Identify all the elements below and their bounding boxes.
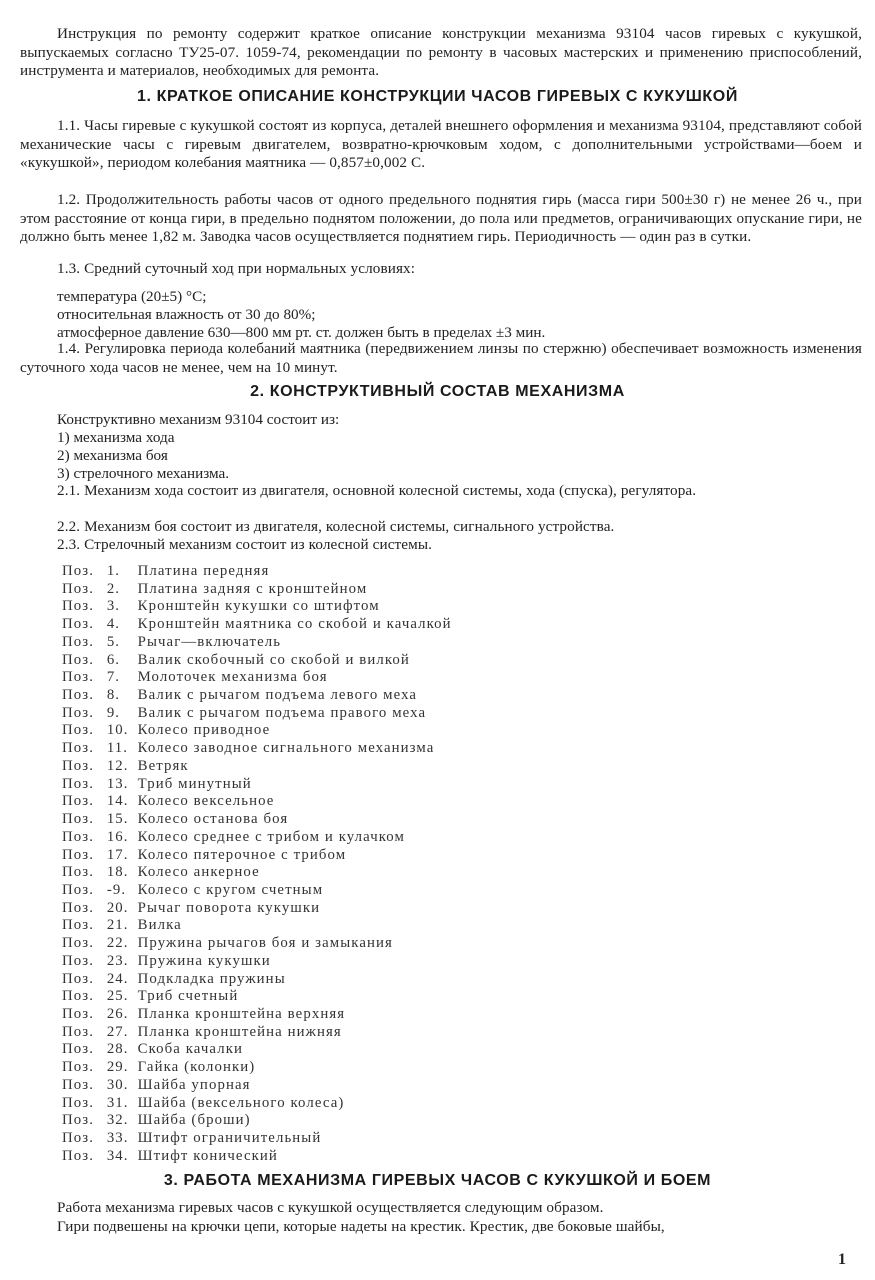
part-position-label: Поз. (62, 1147, 95, 1164)
part-name: Колесо пятерочное с трибом (137, 846, 347, 863)
part-position-label: Поз. (62, 846, 95, 863)
part-list-item (62, 811, 582, 829)
part-position-label: Поз. (62, 633, 95, 650)
part-name: Планка кронштейна верхняя (137, 1005, 346, 1022)
part-name: Триб счетный (137, 988, 239, 1005)
section-1-heading: 1. КРАТКОЕ ОПИСАНИЕ КОНСТРУКЦИИ ЧАСОВ ГИРЕВЫХ С КУКУШКОЙ (137, 88, 738, 105)
part-position-label: Поз. (62, 580, 95, 597)
condition-humidity: относительная влажность от 30 до 80%; (57, 306, 316, 323)
part-list-item (62, 652, 582, 670)
part-position-label: Поз. (62, 775, 95, 792)
part-list-item (62, 1041, 582, 1059)
part-position-number: 28. (106, 1041, 129, 1058)
part-position-number: 16. (106, 828, 129, 845)
part-position-label: Поз. (62, 1130, 95, 1146)
intro-paragraph: Инструкция по ремонту содержит краткое описание конструкции механизма 93104 часов гиревых с кукушкой, выпускаемых согласно ТУ25-07. 1059-74, рекомендации по ремонту в часовых мастерских и применению приспособлений, инструмента и материалов, необходимых для ремонта. (20, 25, 862, 80)
part-list-item (62, 776, 582, 794)
part-list-item (62, 581, 582, 599)
part-list-item (62, 793, 582, 811)
part-position-number: 8. (106, 687, 121, 704)
part-position-label: Поз. (62, 598, 95, 615)
part-list-item (62, 900, 582, 918)
part-position-number: 15. (106, 811, 129, 828)
part-position-label: Поз. (62, 687, 95, 704)
part-position-label: Поз. (62, 669, 95, 686)
part-position-number: 23. (106, 952, 129, 969)
part-name: Колесо останова боя (137, 811, 289, 828)
part-list-item (62, 882, 582, 900)
part-position-label: Поз. (62, 1112, 95, 1129)
part-name: Ветряк (137, 757, 189, 774)
part-position-label: Поз. (62, 988, 95, 1005)
part-position-number: 29. (106, 1059, 129, 1076)
part-position-number: 13. (106, 775, 129, 792)
part-position-number: 17. (106, 846, 129, 863)
part-position-label: Поз. (62, 1076, 95, 1093)
part-position-label: Поз. (62, 616, 95, 633)
part-name: Подкладка пружины (137, 970, 286, 987)
part-position-label: Поз. (62, 899, 95, 916)
part-list-item (62, 864, 582, 882)
part-name: Гайка (колонки) (137, 1059, 256, 1076)
part-name: Рычаг поворота кукушки (137, 899, 321, 916)
part-name: Платина задняя с кронштейном (137, 580, 368, 597)
part-position-label: Поз. (62, 935, 95, 952)
part-name: Пружина рычагов боя и замыкания (137, 935, 393, 952)
part-position-number: 6. (106, 651, 121, 668)
part-name: Платина передняя (137, 563, 270, 579)
part-list-item (62, 935, 582, 953)
part-position-number: 26. (106, 1005, 129, 1022)
part-position-label: Поз. (62, 811, 95, 828)
part-position-label: Поз. (62, 793, 95, 810)
paragraph-1-3: 1.3. Средний суточный ход при нормальных условиях: (57, 260, 416, 277)
part-name: Кронштейн маятника со скобой и качалкой (137, 616, 452, 633)
part-name: Колесо вексельное (137, 793, 275, 810)
part-position-number: 22. (106, 935, 129, 952)
part-list-item (62, 953, 582, 971)
part-position-number: 30. (106, 1076, 129, 1093)
part-position-label: Поз. (62, 1041, 95, 1058)
part-name: Шайба упорная (137, 1076, 251, 1093)
component-2: 2) механизма боя (57, 447, 168, 464)
part-position-number: 10. (106, 722, 129, 739)
section-3-heading: 3. РАБОТА МЕХАНИЗМА ГИРЕВЫХ ЧАСОВ С КУКУШКОЙ И БОЕМ (163, 1172, 712, 1189)
condition-pressure: атмосферное давление 630—800 мм рт. ст. должен быть в пределах ±3 мин. (57, 324, 546, 341)
part-name: Колесо среднее с трибом и кулачком (137, 828, 405, 845)
part-position-label: Поз. (62, 864, 95, 881)
part-position-number: 27. (106, 1023, 129, 1040)
part-list-item (62, 1148, 582, 1166)
part-position-number: 2. (106, 580, 121, 597)
part-position-label: Поз. (62, 704, 95, 721)
part-position-number: 12. (106, 757, 129, 774)
part-name: Триб минутный (137, 775, 252, 792)
paragraph-2-2: 2.2. Механизм боя состоит из двигателя, колесной системы, сигнального устройства. (57, 518, 615, 535)
part-list-item (62, 758, 582, 776)
part-list-item (62, 598, 582, 616)
part-position-number: 3. (106, 598, 121, 615)
part-list-item (62, 687, 582, 705)
part-position-number: 31. (106, 1094, 129, 1111)
part-position-label: Поз. (62, 828, 95, 845)
part-list-item (62, 917, 582, 935)
component-3: 3) стрелочного механизма. (57, 465, 230, 482)
part-position-label: Поз. (62, 970, 95, 987)
section-2-lead: Конструктивно механизм 93104 состоит из: (57, 411, 340, 428)
part-position-label: Поз. (62, 740, 95, 757)
part-list-item (62, 722, 582, 740)
part-name: Молоточек механизма боя (137, 669, 328, 686)
part-position-number: 34. (106, 1147, 129, 1164)
part-name: Рычаг—включатель (137, 633, 282, 650)
paragraph-2-3: 2.3. Стрелочный механизм состоит из колесной системы. (57, 536, 433, 553)
part-name: Штифт ограничительный (137, 1130, 322, 1146)
part-position-number: 11. (106, 740, 129, 757)
part-position-number: 32. (106, 1112, 129, 1129)
part-name: Вилка (137, 917, 182, 934)
part-name: Скоба качалки (137, 1041, 243, 1058)
part-position-label: Поз. (62, 1023, 95, 1040)
part-position-number: 9. (106, 704, 121, 721)
part-position-number: 24. (106, 970, 129, 987)
part-name: Колесо с кругом счетным (137, 881, 324, 898)
part-position-label: Поз. (62, 881, 95, 898)
part-list-item (62, 1130, 582, 1148)
paragraph-2-1: 2.1. Механизм хода состоит из двигателя, основной колесной системы, хода (спуска), регулятора. (57, 482, 697, 499)
part-position-number: 1. (106, 563, 121, 579)
part-name: Планка кронштейна нижняя (137, 1023, 342, 1040)
component-1: 1) механизма хода (57, 429, 175, 446)
part-list-item (62, 634, 582, 652)
part-name: Валик с рычагом подъема левого меха (137, 687, 418, 704)
part-name: Валик скобочный со скобой и вилкой (137, 651, 410, 668)
part-position-number: 5. (106, 633, 121, 650)
part-position-label: Поз. (62, 1059, 95, 1076)
part-position-number: 18. (106, 864, 129, 881)
part-list-item (62, 1077, 582, 1095)
part-list-item (62, 616, 582, 634)
part-position-number: 7. (106, 669, 121, 686)
part-position-label: Поз. (62, 722, 95, 739)
part-list-item (62, 1006, 582, 1024)
part-list-item (62, 971, 582, 989)
part-name: Колесо анкерное (137, 864, 260, 881)
part-position-label: Поз. (62, 1094, 95, 1111)
part-position-label: Поз. (62, 563, 95, 579)
part-list-item (62, 847, 582, 865)
condition-temperature: температура (20±5) °С; (57, 288, 207, 305)
part-list-item (62, 740, 582, 758)
part-position-number: 14. (106, 793, 129, 810)
part-position-label: Поз. (62, 917, 95, 934)
part-list-item (62, 1112, 582, 1130)
parts-list (62, 563, 582, 1165)
part-position-label: Поз. (62, 952, 95, 969)
part-position-number: 21. (106, 917, 129, 934)
part-list-item (62, 563, 582, 581)
part-name: Валик с рычагом подъема правого меха (137, 704, 427, 721)
part-name: Колесо заводное сигнального механизма (137, 740, 435, 757)
part-position-number: 33. (106, 1130, 129, 1146)
part-position-number: -9. (106, 881, 127, 898)
part-position-number: 20. (106, 899, 129, 916)
part-list-item (62, 1059, 582, 1077)
paragraph-1-4: 1.4. Регулировка периода колебаний маятника (передвижением линзы по стержню) обеспечивает возможность изменения суточного хода часов не менее, чем на 10 минут. (20, 340, 862, 376)
paragraph-3-b: Гири подвешены на крючки цепи, которые надеты на крестик. Крестик, две боковые шайбы, (57, 1218, 665, 1235)
part-position-number: 25. (106, 988, 129, 1005)
part-position-label: Поз. (62, 1005, 95, 1022)
part-list-item (62, 1024, 582, 1042)
part-position-label: Поз. (62, 651, 95, 668)
part-name: Шайба (броши) (137, 1112, 251, 1129)
part-name: Колесо приводное (137, 722, 271, 739)
part-list-item (62, 1095, 582, 1113)
part-list-item (62, 705, 582, 723)
part-name: Штифт конический (137, 1147, 278, 1164)
part-name: Пружина кукушки (137, 952, 271, 969)
paragraph-1-1: 1.1. Часы гиревые с кукушкой состоят из корпуса, деталей внешнего оформления и механизма 93104, представляют собой механические часы с гиревым двигателем, возвратно-крючковым ходом, с дополнительными устройствами—боем и «кукушкой», периодом колебания маятника — 0,857±0,002 С. (20, 117, 862, 172)
part-name: Кронштейн кукушки со штифтом (137, 598, 380, 615)
part-position-label: Поз. (62, 757, 95, 774)
part-position-number: 4. (106, 616, 121, 633)
part-list-item (62, 829, 582, 847)
paragraph-1-2: 1.2. Продолжительность работы часов от одного предельного поднятия гирь (масса гири 500±30 г) не менее 26 ч., при этом расстояние от конца гири, в предельно поднятом положении, до пола или предметов, ограничивающих опускание гири, не должно быть менее 1,82 м. Заводка часов осуществляется поднятием гирь. Периодичность — один раз в сутки. (20, 191, 862, 246)
part-name: Шайба (вексельного колеса) (137, 1094, 345, 1111)
part-list-item (62, 988, 582, 1006)
section-2-heading: 2. КОНСТРУКТИВНЫЙ СОСТАВ МЕХАНИЗМА (250, 383, 625, 400)
part-list-item (62, 669, 582, 687)
page-number: 1 (838, 1251, 846, 1268)
paragraph-3-a: Работа механизма гиревых часов с кукушкой осуществляется следующим образом. (57, 1199, 604, 1216)
